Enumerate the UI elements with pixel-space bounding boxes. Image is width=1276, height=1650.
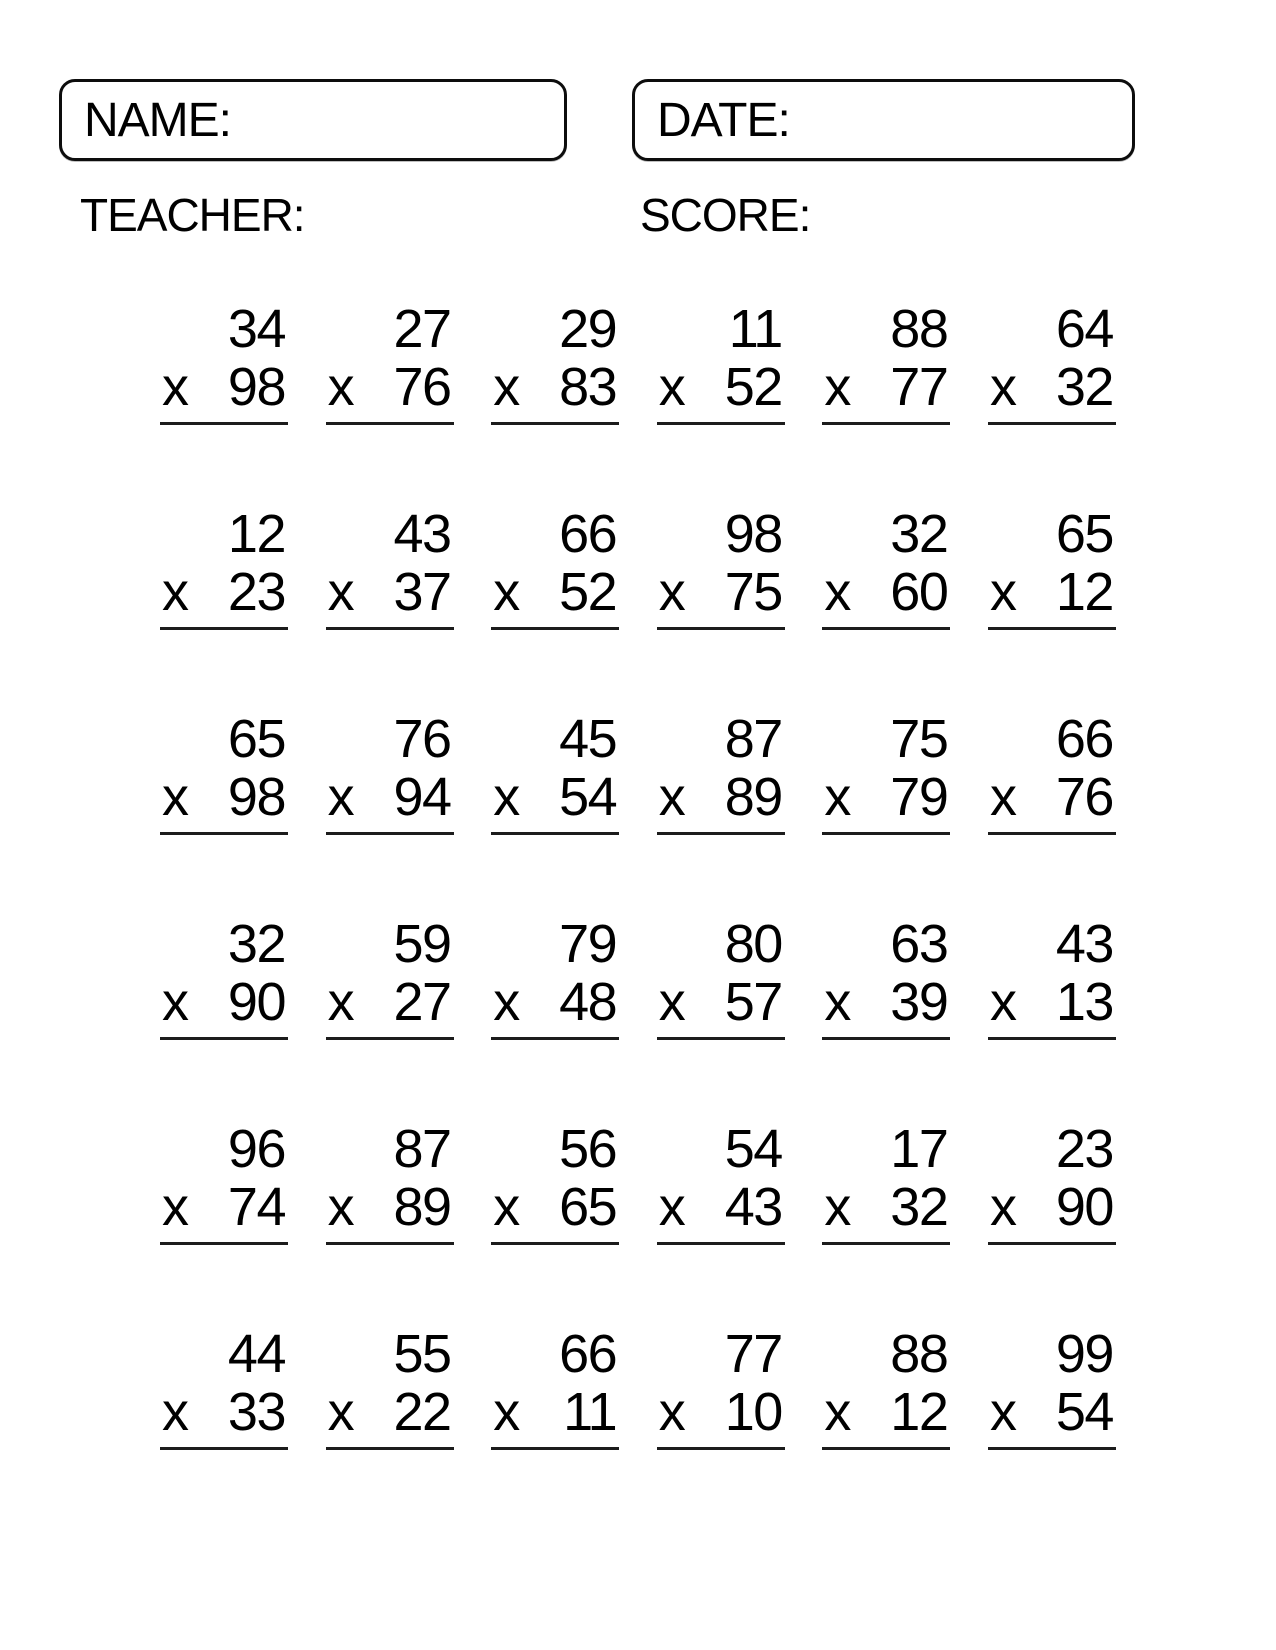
- multiply-sign: x: [327, 972, 354, 1032]
- multiplicand: 64: [1055, 299, 1113, 359]
- multiplier: 65: [559, 1177, 617, 1237]
- multiplier-line: [657, 1178, 785, 1245]
- problem-cell: [160, 1325, 288, 1450]
- problem-cell: [988, 1325, 1116, 1450]
- multiplicand: 66: [559, 504, 617, 564]
- multiplier-line: [988, 768, 1116, 835]
- multiplier-line: [326, 358, 454, 425]
- multiplicand: 88: [890, 299, 948, 359]
- problem-cell: [326, 1120, 454, 1245]
- problem-row: [160, 505, 1116, 630]
- multiply-sign: x: [824, 767, 850, 827]
- multiply-sign: x: [493, 562, 519, 622]
- multiplicand: 11: [728, 299, 782, 359]
- multiplicand: 45: [559, 709, 617, 769]
- problem-cell: [822, 1120, 950, 1245]
- multiplicand: 29: [559, 299, 617, 359]
- multiply-sign: x: [989, 562, 1016, 622]
- problem-cell: [491, 1325, 619, 1450]
- multiply-sign: x: [327, 767, 354, 827]
- multiply-sign: x: [162, 1382, 188, 1442]
- multiplicand: 43: [393, 504, 451, 564]
- multiplier: 90: [1055, 1177, 1113, 1237]
- multiply-sign: x: [658, 357, 685, 417]
- score-label: SCORE:: [640, 189, 811, 241]
- problem-cell: [326, 505, 454, 630]
- multiplier: 89: [393, 1177, 451, 1237]
- multiplier: 27: [393, 972, 451, 1032]
- multiplicand: 32: [890, 504, 948, 564]
- multiply-sign: x: [493, 767, 519, 827]
- multiplicand: 65: [227, 709, 285, 769]
- problem-cell: [160, 300, 288, 425]
- multiplier: 98: [227, 767, 285, 827]
- problem-cell: [657, 710, 785, 835]
- problem-cell: [160, 505, 288, 630]
- multiplicand: 96: [227, 1119, 285, 1179]
- problem-cell: [822, 710, 950, 835]
- multiply-sign: x: [162, 972, 188, 1032]
- multiplicand: 66: [1055, 709, 1113, 769]
- problem-row: [160, 1325, 1116, 1450]
- problem-row: [160, 915, 1116, 1040]
- multiply-sign: x: [658, 562, 685, 622]
- multiply-sign: x: [162, 562, 188, 622]
- problem-cell: [491, 505, 619, 630]
- multiplier-line: [160, 1383, 288, 1450]
- multiplier-line: [491, 973, 619, 1040]
- multiplier: 43: [724, 1177, 782, 1237]
- multiplicand: 54: [724, 1119, 782, 1179]
- problem-cell: [657, 1120, 785, 1245]
- multiplier: 52: [559, 562, 617, 622]
- multiply-sign: x: [824, 1177, 850, 1237]
- multiplicand: 63: [890, 914, 948, 974]
- problem-cell: [988, 1120, 1116, 1245]
- multiplicand: 17: [890, 1119, 948, 1179]
- multiplier: 54: [1055, 1382, 1113, 1442]
- multiplier: 13: [1055, 972, 1113, 1032]
- multiplier: 57: [724, 972, 782, 1032]
- multiplier-line: [326, 1178, 454, 1245]
- problem-cell: [988, 300, 1116, 425]
- multiplier-line: [491, 768, 619, 835]
- multiplier: 98: [227, 357, 285, 417]
- multiplier-line: [160, 563, 288, 630]
- multiplier: 74: [227, 1177, 285, 1237]
- multiplier: 75: [724, 562, 782, 622]
- multiplier-line: [491, 1178, 619, 1245]
- date-label: DATE:: [657, 93, 790, 147]
- multiply-sign: x: [989, 1177, 1016, 1237]
- multiplier: 54: [559, 767, 617, 827]
- multiplier-line: [326, 563, 454, 630]
- multiplicand: 27: [393, 299, 451, 359]
- multiplier: 22: [393, 1382, 451, 1442]
- problem-cell: [822, 300, 950, 425]
- multiplier-line: [822, 973, 950, 1040]
- multiply-sign: x: [493, 1382, 519, 1442]
- multiplier-line: [822, 563, 950, 630]
- multiplier-line: [822, 358, 950, 425]
- multiplier: 60: [890, 562, 948, 622]
- multiplicand: 77: [724, 1324, 782, 1384]
- multiply-sign: x: [327, 562, 354, 622]
- problem-cell: [160, 710, 288, 835]
- problem-cell: [657, 300, 785, 425]
- multiply-sign: x: [824, 972, 850, 1032]
- multiplicand: 87: [724, 709, 782, 769]
- multiplicand: 56: [559, 1119, 617, 1179]
- multiplier-line: [657, 358, 785, 425]
- multiply-sign: x: [493, 972, 519, 1032]
- multiplier-line: [988, 563, 1116, 630]
- multiplier-line: [491, 563, 619, 630]
- problem-cell: [657, 915, 785, 1040]
- problem-cell: [160, 1120, 288, 1245]
- multiply-sign: x: [658, 972, 685, 1032]
- multiplicand: 23: [1055, 1119, 1113, 1179]
- problem-cell: [491, 300, 619, 425]
- multiplier-line: [160, 973, 288, 1040]
- problem-cell: [822, 505, 950, 630]
- multiplicand: 65: [1055, 504, 1113, 564]
- problem-cell: [822, 1325, 950, 1450]
- multiply-sign: x: [327, 1382, 354, 1442]
- multiplicand: 55: [393, 1324, 451, 1384]
- multiplicand: 32: [227, 914, 285, 974]
- multiplier-line: [160, 358, 288, 425]
- multiply-sign: x: [327, 1177, 354, 1237]
- multiply-sign: x: [989, 767, 1016, 827]
- multiply-sign: x: [162, 1177, 188, 1237]
- multiplicand: 76: [393, 709, 451, 769]
- name-label: NAME:: [84, 93, 232, 147]
- multiplier-line: [988, 1383, 1116, 1450]
- multiplicand: 66: [559, 1324, 617, 1384]
- problem-cell: [988, 710, 1116, 835]
- multiplier-line: [326, 973, 454, 1040]
- problem-cell: [988, 915, 1116, 1040]
- multiply-sign: x: [493, 1177, 519, 1237]
- multiplicand: 99: [1055, 1324, 1113, 1384]
- problem-grid: [160, 300, 1116, 1530]
- multiply-sign: x: [824, 562, 850, 622]
- problem-cell: [491, 710, 619, 835]
- problem-row: [160, 300, 1116, 425]
- problem-cell: [326, 1325, 454, 1450]
- multiplier: 39: [890, 972, 948, 1032]
- multiplier-line: [822, 768, 950, 835]
- multiply-sign: x: [658, 767, 685, 827]
- multiplier: 32: [1055, 357, 1113, 417]
- multiplier-line: [657, 973, 785, 1040]
- multiply-sign: x: [493, 357, 519, 417]
- multiplicand: 87: [393, 1119, 451, 1179]
- teacher-label: TEACHER:: [80, 189, 305, 241]
- multiplier-line: [657, 768, 785, 835]
- multiplier: 76: [1055, 767, 1113, 827]
- multiply-sign: x: [327, 357, 354, 417]
- multiplier-line: [988, 973, 1116, 1040]
- multiplier: 83: [559, 357, 617, 417]
- multiplier: 33: [227, 1382, 285, 1442]
- multiplier-line: [657, 1383, 785, 1450]
- multiply-sign: x: [824, 357, 850, 417]
- multiplier-line: [988, 358, 1116, 425]
- multiply-sign: x: [658, 1382, 685, 1442]
- multiplier-line: [822, 1178, 950, 1245]
- multiplier: 52: [724, 357, 782, 417]
- multiplier: 37: [393, 562, 451, 622]
- multiplier-line: [326, 768, 454, 835]
- multiply-sign: x: [658, 1177, 685, 1237]
- date-field[interactable]: [632, 79, 1135, 161]
- multiply-sign: x: [824, 1382, 850, 1442]
- name-field[interactable]: [59, 79, 567, 161]
- multiplier: 90: [227, 972, 285, 1032]
- multiplier: 79: [890, 767, 948, 827]
- problem-cell: [657, 1325, 785, 1450]
- multiplier: 23: [227, 562, 285, 622]
- multiplier-line: [160, 768, 288, 835]
- multiplier: 89: [724, 767, 782, 827]
- multiply-sign: x: [162, 357, 188, 417]
- multiply-sign: x: [989, 1382, 1016, 1442]
- problem-row: [160, 710, 1116, 835]
- problem-row: [160, 1120, 1116, 1245]
- problem-cell: [491, 1120, 619, 1245]
- multiplier-line: [822, 1383, 950, 1450]
- multiplicand: 80: [724, 914, 782, 974]
- multiplier-line: [491, 358, 619, 425]
- multiplicand: 59: [393, 914, 451, 974]
- multiply-sign: x: [989, 972, 1016, 1032]
- multiplier: 10: [724, 1382, 782, 1442]
- multiplier-line: [657, 563, 785, 630]
- problem-cell: [326, 710, 454, 835]
- problem-cell: [657, 505, 785, 630]
- multiplicand: 79: [559, 914, 617, 974]
- problem-cell: [988, 505, 1116, 630]
- multiplier: 12: [1055, 562, 1113, 622]
- problem-cell: [326, 300, 454, 425]
- multiplier: 76: [393, 357, 451, 417]
- problem-cell: [326, 915, 454, 1040]
- multiplicand: 43: [1055, 914, 1113, 974]
- problem-cell: [491, 915, 619, 1040]
- multiplicand: 88: [890, 1324, 948, 1384]
- multiplier-line: [326, 1383, 454, 1450]
- multiplier: 77: [890, 357, 948, 417]
- multiply-sign: x: [989, 357, 1016, 417]
- problem-cell: [160, 915, 288, 1040]
- multiplicand: 75: [890, 709, 948, 769]
- multiplier-line: [160, 1178, 288, 1245]
- problem-cell: [822, 915, 950, 1040]
- multiplier: 48: [559, 972, 617, 1032]
- multiplier: 32: [890, 1177, 948, 1237]
- multiplicand: 44: [227, 1324, 285, 1384]
- multiplier: 11: [563, 1382, 617, 1442]
- multiplier: 94: [393, 767, 451, 827]
- multiplicand: 98: [724, 504, 782, 564]
- multiplier-line: [988, 1178, 1116, 1245]
- multiply-sign: x: [162, 767, 188, 827]
- multiplier: 12: [890, 1382, 948, 1442]
- multiplicand: 12: [227, 504, 285, 564]
- multiplicand: 34: [227, 299, 285, 359]
- multiplier-line: [491, 1383, 619, 1450]
